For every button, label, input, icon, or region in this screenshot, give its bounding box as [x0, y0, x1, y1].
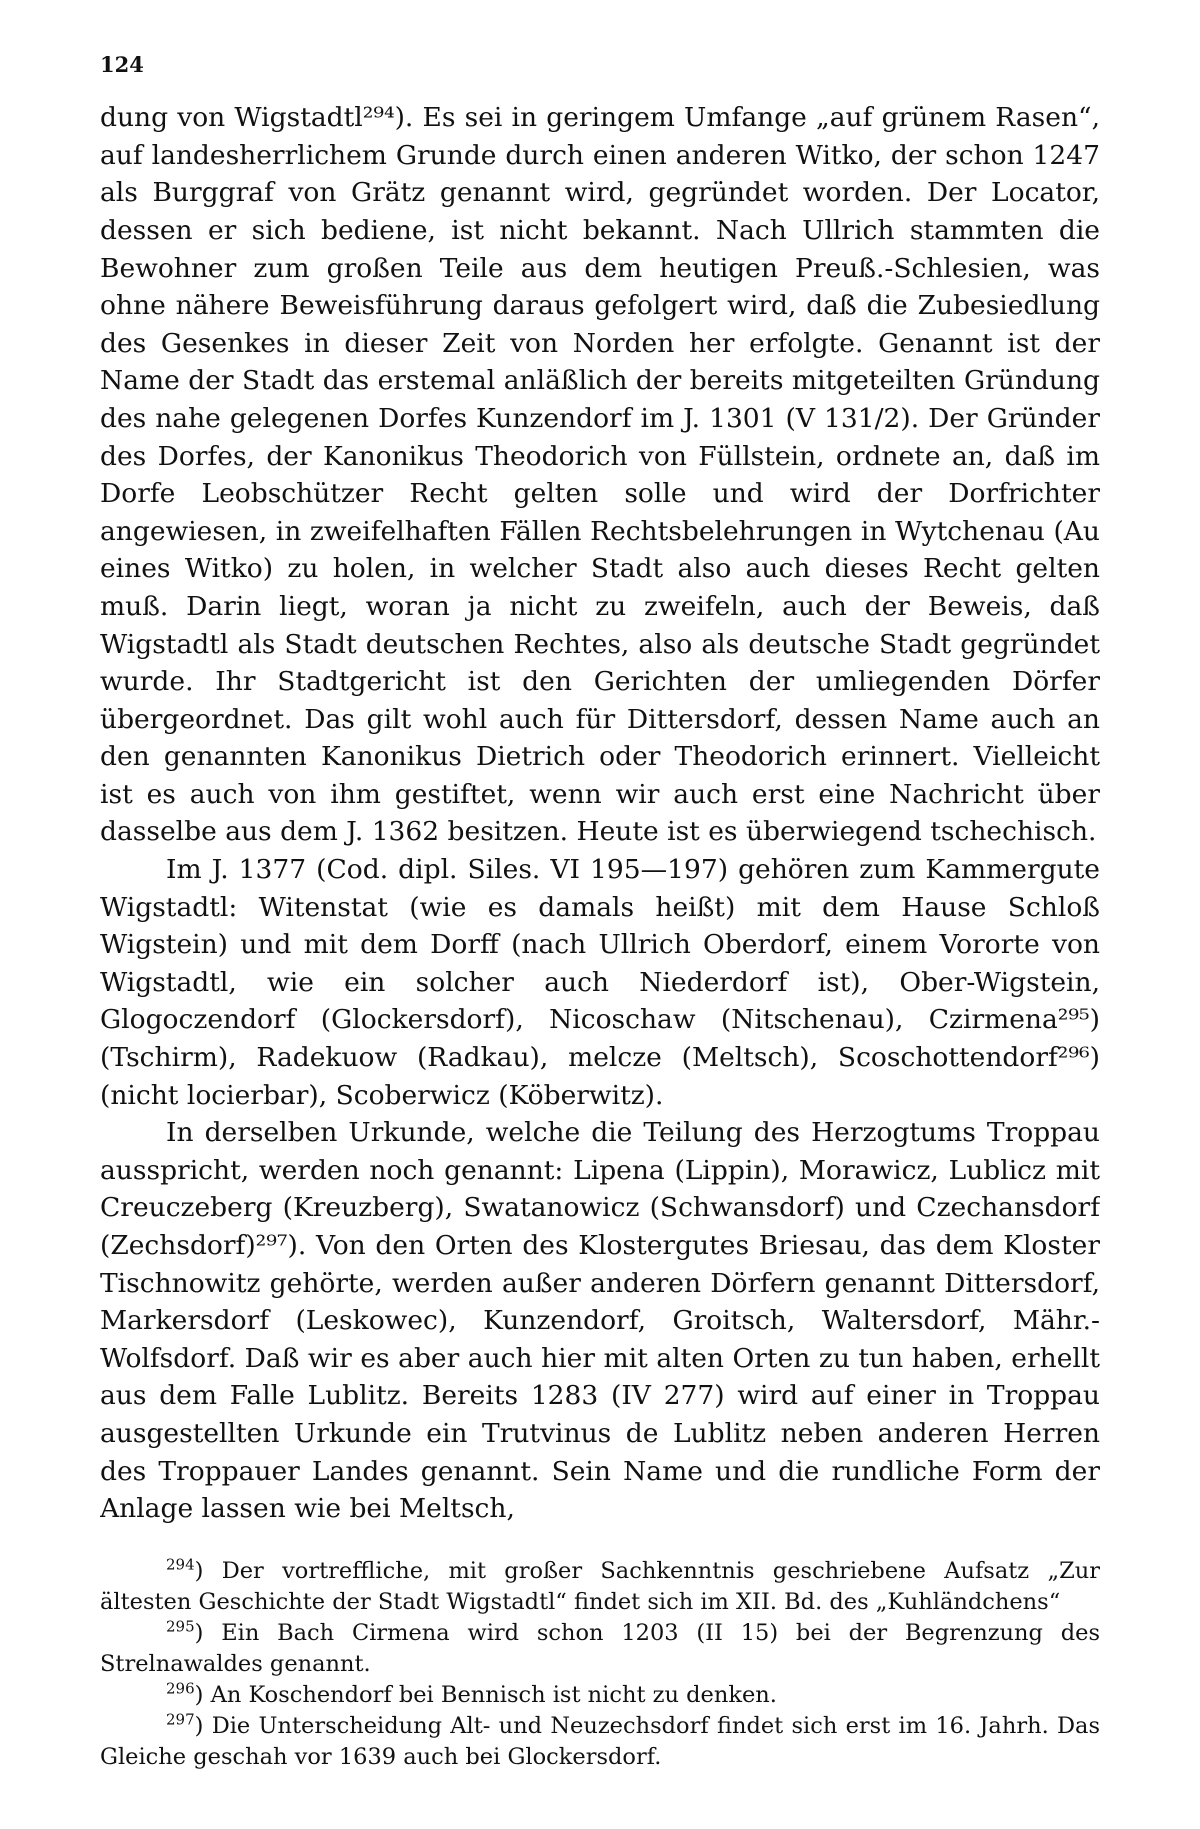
paragraph-2: Im J. 1377 (Cod. dipl. Siles. VI 195—197) gehören zum Kammergute Wigstadtl: Witenstat (wie es damals heißt) mit dem Hause Schloß Wigstein) und mit dem Dorff (nach Ullrich Oberdorf, einem Vororte von Wigstadtl, wie ein solcher auch Niederdorf ist), Ober-Wigstein, Glogoczendorf (Glockersdorf), Nicoschaw (Nitschenau), Czirmena²⁹⁵) (Tschirm), Radekuow (Radkau), melcze (Meltsch), Scoschottendorf²⁹⁶) (nicht locierbar), Scoberwicz (Köberwitz).: [100, 854, 1100, 1111]
footnote-mark: 296: [166, 1679, 195, 1698]
footnote-296: [100, 1680, 1100, 1711]
footnote-297: [100, 1711, 1100, 1773]
footnote-mark: 294: [166, 1555, 195, 1574]
footnote-294: [100, 1556, 1100, 1618]
footnote-text: ) An Koschendorf bei Bennisch ist nicht zu denken.: [194, 1681, 777, 1708]
footnote-text: ) Die Unterscheidung Alt- und Neuzechsdorf findet sich erst im 16. Jahrh. Das Gleiche geschah vor 1639 auch bei Glockersdorf.: [100, 1712, 1100, 1770]
footnote-295: [100, 1618, 1100, 1680]
main-text: [100, 99, 1100, 1528]
book-page: [100, 52, 1100, 1792]
footnote-mark: 295: [166, 1617, 195, 1636]
page-number: 124: [100, 52, 144, 77]
paragraph-1: dung von Wigstadtl²⁹⁴). Es sei in geringem Umfange „auf grünem Rasen“, auf landesherrlichem Grunde durch einen anderen Witko, der schon 1247 als Burggraf von Grätz genannt wird, gegründet worden. Der Locator, dessen er sich bediene, ist nicht bekannt. Nach Ullrich stammten die Bewohner zum großen Teile aus dem heutigen Preuß.-Schlesien, was ohne nähere Beweisführung daraus gefolgert wird, daß die Zubesiedlung des Gesenkes in dieser Zeit von Norden her erfolgte. Genannt ist der Name der Stadt das erstemal anläßlich der bereits mitgeteilten Gründung des nahe gelegenen Dorfes Kunzendorf im J. 1301 (V 131/2). Der Gründer des Dorfes, der Kanonikus Theodorich von Füllstein, ordnete an, daß im Dorfe Leobschützer Recht gelten solle und wird der Dorfrichter angewiesen, in zweifelhaften Fällen Rechtsbelehrungen in Wytchenau (Au eines Witko) zu holen, in welcher Stadt also auch dieses Recht gelten muß. Darin liegt, woran ja nicht zu zweifeln, auch der Beweis, daß Wigstadtl als Stadt deutschen Rechtes, also als deutsche Stadt gegründet wurde. Ihr Stadtgericht ist den Gerichten der umliegenden Dörfer übergeordnet. Das gilt wohl auch für Dittersdorf, dessen Name auch an den genannten Kanonikus Dietrich oder Theodorich erinnert. Vielleicht ist es auch von ihm gestiftet, wenn wir auch erst eine Nachricht über dasselbe aus dem J. 1362 besitzen. Heute ist es überwiegend tschechisch.: [100, 102, 1100, 848]
footnote-text: ) Ein Bach Cirmena wird schon 1203 (II 15) bei der Begrenzung des Strelnawaldes genannt.: [100, 1619, 1100, 1677]
footnote-mark: 297: [166, 1710, 195, 1729]
footnote-text: ) Der vortreffliche, mit großer Sachkenntnis geschriebene Aufsatz „Zur ältesten Geschichte der Stadt Wigstadtl“ findet sich im XII. Bd. des „Kuhländchens“: [100, 1557, 1100, 1615]
footnotes: [100, 1556, 1100, 1773]
paragraph-3: In derselben Urkunde, welche die Teilung des Herzogtums Troppau ausspricht, werden noch genannt: Lipena (Lippin), Morawicz, Lublicz mit Creuczeberg (Kreuzberg), Swatanowicz (Schwansdorf) und Czechansdorf (Zechsdorf)²⁹⁷). Von den Orten des Klostergutes Briesau, das dem Kloster Tischnowitz gehörte, werden außer anderen Dörfern genannt Dittersdorf, Markersdorf (Leskowec), Kunzendorf, Groitsch, Waltersdorf, Mähr.-Wolfsdorf. Daß wir es aber auch hier mit alten Orten zu tun haben, erhellt aus dem Falle Lublitz. Bereits 1283 (IV 277) wird auf einer in Troppau ausgestellten Urkunde ein Trutvinus de Lublitz neben anderen Herren des Troppauer Landes genannt. Sein Name und die rundliche Form der Anlage lassen wie bei Meltsch,: [100, 1117, 1100, 1525]
